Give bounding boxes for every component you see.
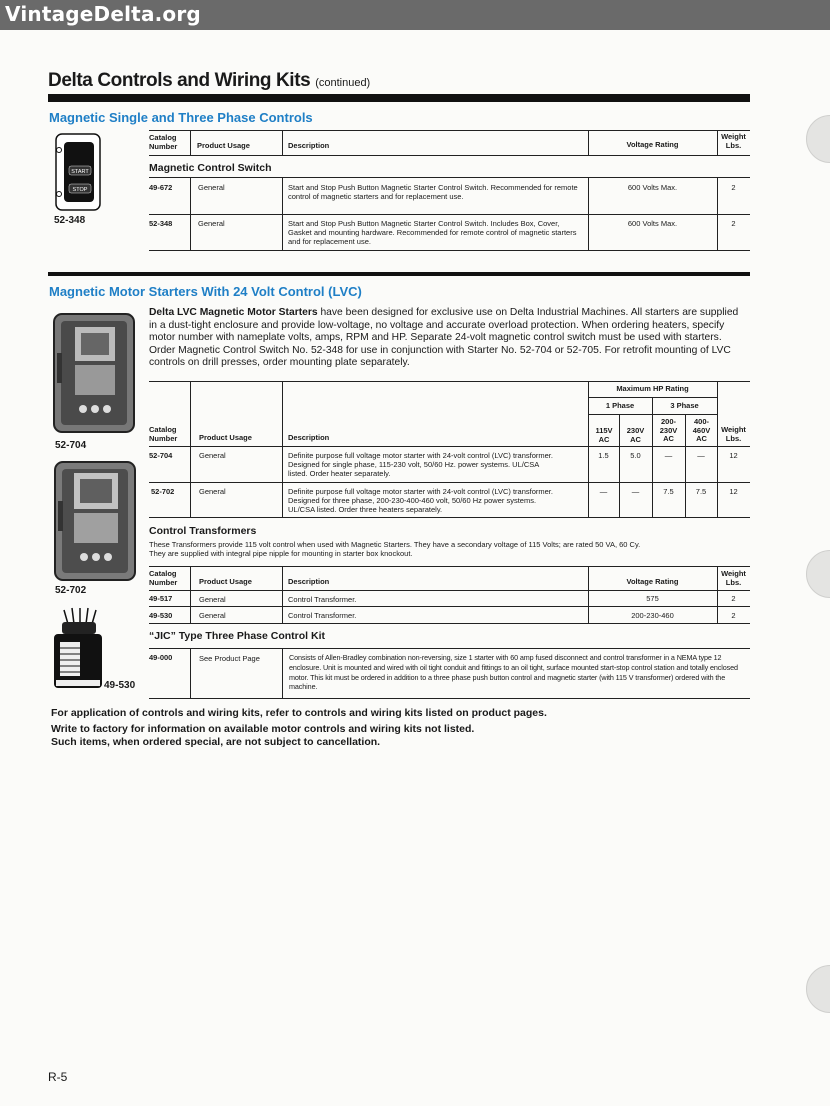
t3-row2-usage: General <box>199 611 226 620</box>
subheading-control-transformers: Control Transformers <box>149 525 257 537</box>
t2-header-200-230v: 200-230V AC <box>659 417 678 443</box>
subheading-magnetic-control-switch: Magnetic Control Switch <box>149 162 272 174</box>
t2-header-usage: Product Usage <box>199 433 252 442</box>
control-switch-photo <box>50 132 104 212</box>
t2-row1-catalog: 52-704 <box>149 451 173 460</box>
t2-row1-230v: 5.0 <box>630 451 641 460</box>
t1-row1-voltage: 600 Volts Max. <box>627 183 678 192</box>
t3-header-weight: Weight Lbs. <box>721 569 746 587</box>
footer-note-3: Such items, when ordered special, are not subject to cancellation. <box>51 736 381 748</box>
image-caption-52-348: 52-348 <box>54 215 86 226</box>
t2-header-230v: 230V AC <box>626 426 645 444</box>
t3-header-catalog: Catalog Number <box>149 569 178 587</box>
start-button-label: START <box>71 169 89 175</box>
t1-header-description: Description <box>288 141 330 150</box>
jic-usage: See Product Page <box>199 654 260 663</box>
t3-row1-usage: General <box>199 595 226 604</box>
t2-row2-400-460v: 7.5 <box>695 487 707 496</box>
t2-row1-115v: 1.5 <box>598 451 609 460</box>
site-banner-text: VintageDelta.org <box>5 2 201 26</box>
t1-row1-catalog: 49-672 <box>149 183 173 192</box>
image-caption-52-702: 52-702 <box>55 585 87 596</box>
intro-bold: Delta LVC Magnetic Motor Starters <box>149 307 318 318</box>
t2-header-3-phase: 3 Phase <box>670 401 699 410</box>
t1-row1-usage: General <box>198 183 225 192</box>
t2-row2-catalog: 52-702 <box>151 487 175 496</box>
t2-row2-115v: — <box>599 487 608 496</box>
subheading-jic-kit: “JIC” Type Three Phase Control Kit <box>149 630 326 642</box>
t1-header-voltage: Voltage Rating <box>626 140 679 149</box>
jic-description: Consists of Allen-Bradley combination non-reversing, size 1 starter with 60 amp fused disconnect and control transformer in a NEMA type 12 enclosure. Unit is mounted and wired with oil tight conduit and fittings to an oil tight, surface mounted start-stop control station and totally enclosed motor. This kit must be ordered in addition to a three phase push button control and magnetic starter (with 115 V transformer) ordered with the machine. <box>289 653 738 692</box>
t2-header-115v: 115V AC <box>595 426 613 444</box>
t1-header-weight: Weight Lbs. <box>721 132 746 150</box>
t3-header-description: Description <box>288 577 330 586</box>
transformers-desc-line2: They are supplied with integral pipe nipple for mounting in starter box knockout. <box>149 549 413 558</box>
t3-row1-description: Control Transformer. <box>288 595 357 604</box>
t3-row2-weight: 2 <box>731 611 736 620</box>
t3-row1-voltage: 575 <box>646 594 659 603</box>
t3-row2-voltage: 200-230-460 <box>631 611 674 620</box>
t2-header-1-phase: 1 Phase <box>605 401 635 410</box>
t2-header-weight: Weight Lbs. <box>721 425 746 443</box>
transformers-desc-line1: These Transformers provide 115 volt control when used with Magnetic Starters. They have a secondary voltage of 115 Volts; are rated 50 VA, 60 Cy. <box>149 540 641 549</box>
site-banner <box>0 0 830 30</box>
t1-row2-catalog: 52-348 <box>149 219 173 228</box>
t1-row2-weight: 2 <box>731 219 736 228</box>
intro-text: have been designed for exclusive use on Delta Industrial Machines. All starters are supplied in a dust-tight enclosure and provide low-voltage, no voltage and accurate overload protection. When ordering heaters, specify motor number with nameplate volts, amps, RPM and HP. Separate 24-volt magnetic control switch must be used with starters. Order Magnetic Control Switch No. 52-348 for use in conjunction with Starter No. 52-704 or 52-705. For retrofit mounting of LVC controls on drill presses, order mounting plate separately. <box>149 307 739 369</box>
section2-rule <box>48 272 750 276</box>
t2-header-catalog: Catalog Number <box>149 425 178 443</box>
t3-header-voltage: Voltage Rating <box>626 577 679 586</box>
image-caption-52-704: 52-704 <box>55 440 87 451</box>
jic-catalog: 49-000 <box>149 653 173 662</box>
t3-row1-catalog: 49-517 <box>149 594 173 603</box>
section-title-single-three-phase: Magnetic Single and Three Phase Controls <box>49 110 313 125</box>
t1-row2-usage: General <box>198 219 225 228</box>
t1-row1-weight: 2 <box>731 183 736 192</box>
t2-row1-description: Definite purpose full voltage motor starter with 24-volt control (LVC) transformer. Designed for single phase, 115-230 volt, 50/60 Hz. power systems. UL/CSA listed. Order heater separately. <box>288 451 553 478</box>
page-title-text: Delta Controls and Wiring Kits <box>48 70 311 91</box>
t2-header-400-460v: 400-460V AC <box>692 417 711 443</box>
t2-row1-400-460v: — <box>697 451 705 460</box>
t2-row2-weight: 12 <box>729 487 738 496</box>
t3-row1-weight: 2 <box>731 594 736 603</box>
t1-row1-description: Start and Stop Push Button Magnetic Starter Control Switch. Recommended for remote control of magnetic starters and for replacement use. <box>288 183 578 201</box>
t2-row1-usage: General <box>199 451 226 460</box>
page-number: R-5 <box>48 1070 68 1084</box>
t3-header-usage: Product Usage <box>199 577 252 586</box>
intro-paragraph <box>149 307 749 370</box>
t2-row1-weight: 12 <box>729 451 738 460</box>
page-title <box>48 70 370 92</box>
footer-note-1: For application of controls and wiring kits, refer to controls and wiring kits listed on product pages. <box>51 707 547 719</box>
t2-row2-230v: — <box>631 487 640 496</box>
binder-hole <box>806 965 830 1013</box>
footer-note-2: Write to factory for information on available motor controls and wiring kits not listed. <box>51 723 475 735</box>
t2-row1-200-230v: — <box>664 451 673 460</box>
t2-header-max-hp: Maximum HP Rating <box>616 384 689 393</box>
transformer-49-530-photo <box>50 606 104 692</box>
t3-row2-catalog: 49-530 <box>149 611 173 620</box>
t1-row2-description: Start and Stop Push Button Magnetic Starter Control Switch. Includes Box, Cover, Gasket and mounting hardware. Recommended for remote control of magnetic starters and for replacement use. <box>288 219 577 246</box>
binder-hole <box>806 550 830 598</box>
t1-header-usage: Product Usage <box>197 141 250 150</box>
t2-header-description: Description <box>288 433 330 442</box>
title-rule <box>48 94 750 102</box>
t1-row2-voltage: 600 Volts Max. <box>627 219 678 228</box>
starter-52-704-photo <box>53 313 135 433</box>
t3-row2-description: Control Transformer. <box>288 611 357 620</box>
starter-52-702-photo <box>54 461 136 581</box>
section-title-motor-starters: Magnetic Motor Starters With 24 Volt Control (LVC) <box>49 284 362 299</box>
t2-row2-200-230v: 7.5 <box>663 487 674 496</box>
stop-button-label: STOP <box>72 187 88 193</box>
t2-row2-description: Definite purpose full voltage motor starter with 24-volt control (LVC) transformer. Designed for three phase, 200-230-400-460 volt, 50/60 Hz power systems. UL/CSA listed. Order three heaters separately. <box>288 487 553 514</box>
t1-header-catalog: Catalog Number <box>149 133 178 151</box>
t2-row2-usage: General <box>199 487 226 496</box>
page-title-suffix: (continued) <box>315 77 371 89</box>
image-caption-49-530: 49-530 <box>104 680 136 691</box>
binder-hole <box>806 115 830 163</box>
